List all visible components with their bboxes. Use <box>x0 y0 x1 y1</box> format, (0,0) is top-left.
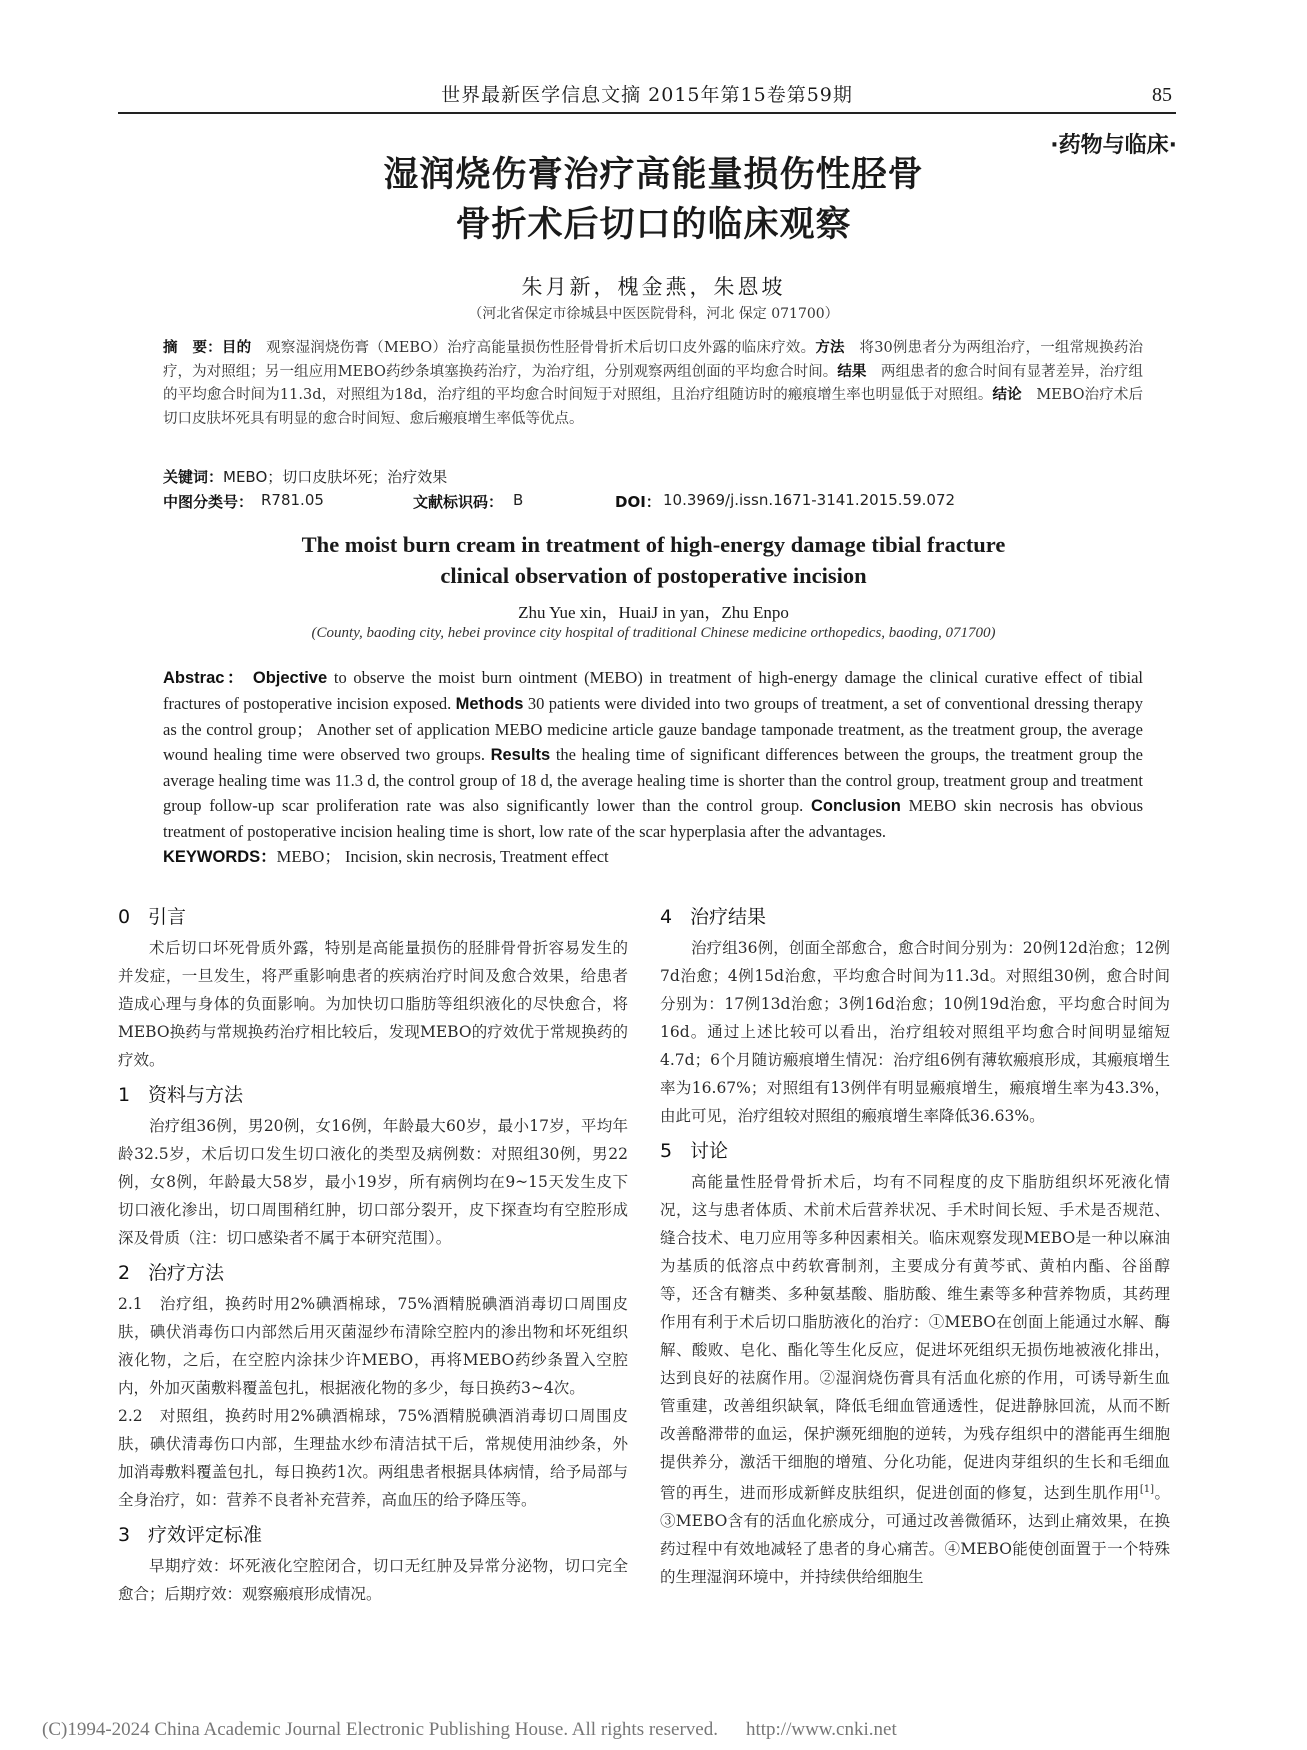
section-0-heading: 0 引言 <box>118 906 187 928</box>
section-2-2-paragraph: 2.2 对照组，换药时用2%碘酒棉球，75%酒精脱碘酒消毒切口周围皮肤，碘伏清毒伤口内部，生理盐水纱布清洁拭干后，常规使用油纱条，外加消毒敷料覆盖包扎，每日换药1次。两组患者根据具体病情，给予局部与全身治疗，如：营养不良者补充营养，高血压的给予降压等。 <box>118 1407 628 1509</box>
title-en-line1: The moist burn cream in treatment of high-energy damage tibial fracture <box>301 532 1006 557</box>
conclusion-en-text: MEBO skin necrosis has obvious treatment of postoperative incision healing time is short, low rate of the scar hyperplasia after the advantages. <box>163 796 1144 841</box>
methods-label: 方法 <box>815 340 845 356</box>
copyright-text: (C)1994-2024 China Academic Journal Electronic Publishing House. All rights reserved. <box>42 1719 718 1740</box>
section-tag: ·药物与临床· <box>1050 133 1177 158</box>
title-cn-line2: 骨折术后切口的临床观察 <box>455 205 852 245</box>
keywords-en-text: MEBO； Incision, skin necrosis, Treatment effect <box>276 847 609 866</box>
abstract-en <box>163 665 1143 870</box>
keywords-en-label: KEYWORDS： <box>163 848 277 866</box>
title-cn-line1: 湿润烧伤膏治疗高能量损伤性胫骨 <box>383 155 924 195</box>
abstract-cn-label: 摘 要： <box>163 340 222 356</box>
authors-cn: 朱月新，槐金燕，朱恩坡 <box>521 275 786 299</box>
section-3-paragraph: 早期疗效：坏死液化空腔闭合，切口无红肿及异常分泌物，切口完全愈合；后期疗效：观察瘢痕形成情况。 <box>118 1557 628 1603</box>
clc-value: R781.05 <box>261 491 324 509</box>
section-4-heading: 4 治疗结果 <box>660 906 767 928</box>
conclusion-en-label: Conclusion <box>811 797 901 815</box>
classification-row <box>163 491 1143 513</box>
abstract-en-label: Abstrac： <box>163 669 247 687</box>
objective-en-text: to observe the moist burn ointment (MEBO) in treatment of high-energy damage the clinical curative effect of tibial fractures of postoperative incision exposed. <box>163 668 1143 713</box>
section-2-1-paragraph: 2.1 治疗组，换药时用2%碘酒棉球，75%酒精脱碘酒消毒切口周围皮肤，碘伏消毒伤口内部然后用灭菌湿纱布清除空腔内的渗出物和坏死组织液化物，之后，在空腔内涂抹少许MEBO，再将MEBO药纱条置入空腔内，外加灭菌敷料覆盖包扎，根据液化物的多少，每日换药3~4次。 <box>118 1295 628 1397</box>
objective-label: 目的 <box>221 340 252 356</box>
doi-value: 10.3969/j.issn.1671-3141.2015.59.072 <box>663 491 956 509</box>
keywords-cn-text: MEBO；切口皮肤坏死；治疗效果 <box>223 468 448 486</box>
objective-en-label: Objective <box>252 669 328 687</box>
reference-marker[interactable]: [1] <box>1139 1484 1154 1495</box>
keywords-cn-label: 关键词： <box>163 468 224 486</box>
left-column <box>118 896 628 1608</box>
methods-en-text: 30 patients were divided into two groups of treatment, a set of conventional dressing therapy as the control group； Another set of application MEBO medicine article gauze bandage tamponade treatment, as the treatment group, the average wound healing time were observed two groups. <box>163 694 1143 764</box>
section-4-paragraph: 治疗组36例，创面全部愈合，愈合时间分别为：20例12d治愈；12例7d治愈；4例15d治愈，平均愈合时间为11.3d。对照组30例，愈合时间分别为：17例13d治愈；3例16d治愈；10例19d治愈，平均愈合时间为16d。通过上述比较可以看出，治疗组较对照组平均愈合时间明显缩短4.7d；6个月随访瘢痕增生情况：治疗组6例有薄软瘢痕形成，其瘢痕增生率为16.67%；对照组有13例伴有明显瘢痕增生，瘢痕增生率为43.3%，由此可见，治疗组较对照组的瘢痕增生率降低36.63%。 <box>660 939 1170 1125</box>
section-3-heading: 3 疗效评定标准 <box>118 1524 263 1546</box>
section-5-heading: 5 讨论 <box>660 1140 729 1162</box>
affiliation-en: (County, baoding city, hebei province city hospital of traditional Chinese medicine orthopedics, baoding, 071700) <box>311 625 996 641</box>
keywords-en <box>163 844 1143 870</box>
abstract-cn <box>163 337 1143 431</box>
section-0-paragraph: 术后切口坏死骨质外露，特别是高能量损伤的胫腓骨骨折容易发生的并发症，一旦发生，将严重影响患者的疾病治疗时间及愈合效果，给患者造成心理与身体的负面影响。为加快切口脂肪等组织液化的尽快愈合，将MEBO换药与常规换药治疗相比较后，发现MEBO的疗效优于常规换药的疗效。 <box>118 939 628 1069</box>
results-label: 结果 <box>837 363 867 380</box>
objective-text: 观察湿润烧伤膏（MEBO）治疗高能量损伤性胫骨骨折术后切口皮外露的临床疗效。 <box>266 340 816 356</box>
section-2-heading: 2 治疗方法 <box>118 1262 225 1284</box>
clc-label: 中图分类号： <box>163 493 254 511</box>
doc-code-value: B <box>513 491 524 509</box>
methods-text: 将30例患者分为两组治疗，一组常规换药治疗，为对照组；另一组应用MEBO药纱条填塞换药治疗，为治疗组，分别观察两组创面的平均愈合时间。 <box>163 340 1144 380</box>
methods-en-label: Methods <box>455 695 524 713</box>
title-en-line2: clinical observation of postoperative incision <box>440 563 867 588</box>
running-header <box>118 78 1176 114</box>
results-text: 两组患者的愈合时间有显著差异，治疗组的平均愈合时间为11.3d，对照组为18d，治疗组的平均愈合时间短于对照组，且治疗组随访时的瘢痕增生率也明显低于对照组。 <box>163 363 1144 403</box>
journal-issue: 世界最新医学信息文摘 2015年第15卷第59期 <box>441 84 853 106</box>
results-en-label: Results <box>490 746 551 764</box>
section-1-heading: 1 资料与方法 <box>118 1084 244 1106</box>
keywords-cn <box>163 466 1143 487</box>
doi-label: DOI： <box>615 493 661 511</box>
right-column <box>660 896 1170 1591</box>
section-1-paragraph: 治疗组36例，男20例，女16例，年龄最大60岁，最小17岁，平均年龄32.5岁，术后切口发生切口液化的类型及病例数：对照组30例，男22例，女8例，年龄最大58岁，最小19岁，所有病例均在9~15天发生皮下切口液化渗出，切口周围稍红肿，切口部分裂开，皮下探查均有空腔形成深及骨质（注：切口感染者不属于本研究范围）。 <box>118 1117 628 1247</box>
affiliation-cn: （河北省保定市徐城县中医医院骨科，河北 保定 071700） <box>468 306 839 322</box>
section-5-paragraph: 高能量性胫骨骨折术后，均有不同程度的皮下脂肪组织坏死液化情况，这与患者体质、术前术后营养状况、手术时间长短、手术是否规范、缝合技术、电刀应用等多种因素相关。临床观察发现MEBO是一种以麻油为基质的低溶点中药软膏制剂，主要成分有黄芩甙、黄柏内酯、谷甾醇等，还含有糖类、多种氨基酸、脂肪酸、维生素等多种营养物质，其药理作用有利于术后切口脂肪液化的治疗：①MEBO在创面上能通过水解、酶解、酸败、皂化、酯化等生化反应，促进坏死组织无损伤地被液化排出，达到良好的祛腐作用。②湿润烧伤膏具有活血化瘀的作用，可诱导新生血管重建，改善组织缺氧，降低毛细血管通透性，促进静脉回流，从而不断改善酪滞带的血运，保护濒死细胞的逆转，为残存组织中的潜能再生细胞提供养分，激活干细胞的增殖、分化功能，促进肉芽组织的生长和毛细血管的再生，进而形成新鲜皮肤组织，促进创面的修复，达到生肌作用[1]。③MEBO含有的活血化瘀成分，可通过改善微循环，达到止痛效果，在换药过程中有效地减轻了患者的身心痛苦。④MEBO能使创面置于一个特殊的生理湿润环境中，并持续供给细胞生 <box>660 1173 1170 1587</box>
cnki-link[interactable]: http://www.cnki.net <box>745 1719 897 1740</box>
copyright-footer <box>42 1719 897 1741</box>
results-en-text: the healing time of significant differences between the groups, the treatment group the average healing time was 11.3 d, the control group of 18 d, the average healing time is shorter than the control group, treatment group and treatment group follow-up scar proliferation rate was also significantly lower than the control group. <box>163 745 1144 815</box>
authors-en: Zhu Yue xin，HuaiJ in yan，Zhu Enpo <box>518 603 789 622</box>
doc-code-label: 文献标识码： <box>413 493 504 511</box>
conclusion-label: 结论 <box>992 387 1022 403</box>
conclusion-text: MEBO治疗术后切口皮肤坏死具有明显的愈合时间短、愈后瘢痕增生率低等优点。 <box>163 387 1144 427</box>
page-number: 85 <box>1152 84 1172 106</box>
